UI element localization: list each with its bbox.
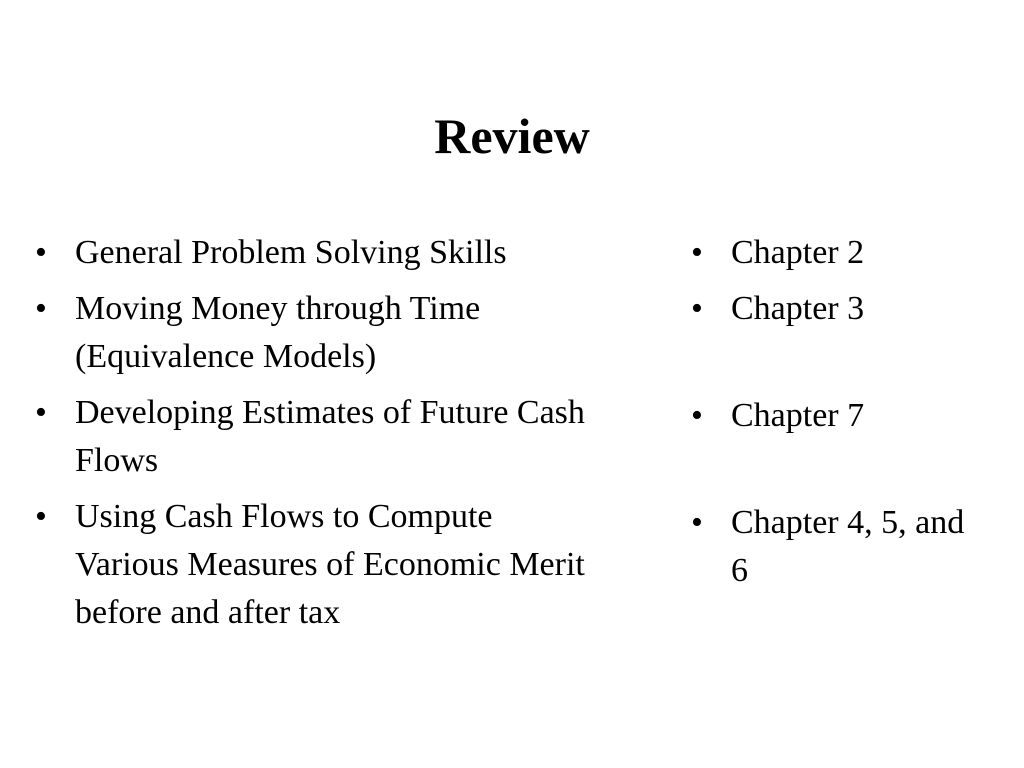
chapter-item (686, 392, 986, 440)
topic-text: General Problem Solving Skills (75, 234, 507, 271)
chapter-item (686, 499, 986, 595)
bullet-icon: • (691, 234, 703, 271)
chapter-text: Chapter 3 (731, 290, 865, 327)
topic-item (30, 229, 600, 277)
chapter-text: Chapter 2 (731, 234, 865, 271)
bullet-icon: • (35, 394, 47, 431)
topic-item (30, 285, 600, 381)
topic-item (30, 493, 600, 637)
topics-list (30, 229, 600, 645)
bullet-icon: • (691, 397, 703, 434)
chapters-list (686, 229, 986, 603)
chapter-text: Chapter 4, 5, and 6 (731, 504, 965, 589)
slide-title: Review (434, 108, 590, 164)
bullet-icon: • (35, 234, 47, 271)
topic-text: Using Cash Flows to Compute Various Measures of Economic Merit before and after tax (75, 498, 585, 631)
chapter-item (686, 285, 986, 333)
chapter-text: Chapter 7 (731, 397, 865, 434)
topic-item (30, 389, 600, 485)
bullet-icon: • (691, 290, 703, 327)
bullet-icon: • (691, 504, 703, 541)
bullet-icon: • (35, 290, 47, 327)
topic-text: Moving Money through Time (Equivalence Models) (75, 290, 481, 375)
topic-text: Developing Estimates of Future Cash Flows (75, 394, 585, 479)
bullet-icon: • (35, 498, 47, 535)
chapter-item (686, 229, 986, 277)
